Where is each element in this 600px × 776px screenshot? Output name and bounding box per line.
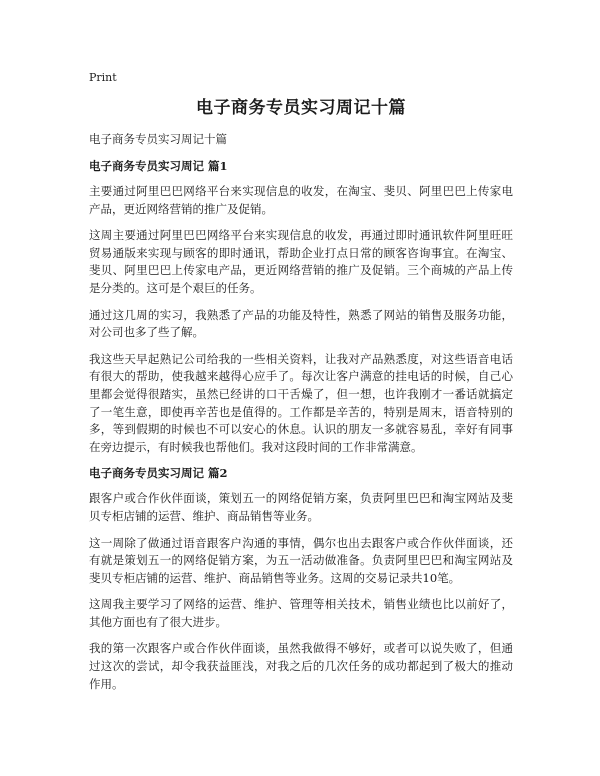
paragraph: 跟客户或合作伙伴面谈，策划五一的网络促销方案，负责阿里巴巴和淘宝网站及斐贝专柜店铺的运营、维护、商品销售等业务。 (89, 491, 513, 523)
section-2 (89, 465, 513, 693)
paragraph: 这一周除了做通过语音跟客户沟通的事情，偶尔也出去跟客户或合作伙伴面谈，还有就是策划五一的网络促销方案，为五一活动做准备。负责阿里巴巴和淘宝网站及斐贝专柜店铺的运营、维护、商品销售等业务。这周的交易记录共10笔。 (89, 535, 513, 585)
paragraph: 通过这几周的实习，我熟悉了产品的功能及特性，熟悉了网站的销售及服务功能，对公司也多了些了解。 (89, 307, 513, 340)
section-heading: 电子商务专员实习周记 篇1 (89, 159, 228, 173)
section-heading: 电子商务专员实习周记 篇2 (89, 466, 228, 481)
section-1 (89, 158, 513, 456)
document-subtitle: 电子商务专员实习周记十篇 (89, 132, 227, 146)
paragraph: 这周我主要学习了网络的运营、维护、管理等相关技术，销售业绩也比以前好了，其他方面也有了很大进步。 (89, 597, 513, 629)
document-body (89, 131, 513, 702)
paragraph: 我的第一次跟客户或合作伙伴面谈，虽然我做得不够好，或者可以说失败了，但通过这次的尝试，却令我获益匪浅，对我之后的几次任务的成功都起到了极大的推动作用。 (89, 641, 513, 691)
page-title: 电子商务专员实习周记十篇 (196, 98, 406, 118)
paragraph: 主要通过阿里巴巴网络平台来实现信息的收发，在淘宝、斐贝、阿里巴巴上传家电产品，更近网络营销的推广及促销。 (89, 184, 513, 216)
paragraph: 我这些天早起熟记公司给我的一些相关资料，让我对产品熟悉度，对这些语音电话有很大的帮助，使我越来越得心应手了。每次让客户满意的挂电话的时候，自己心里都会觉得很踏实，虽然已经讲的口干舌燥了，但一想，也许我刚才一番话就搞定了一笔生意，即使再辛苦也是值得的。工作都是辛苦的，特别是周末，语音特别的多，等到假期的时候也不可以安心的休息。认识的朋友一多就容易乱，幸好有同事在旁边提示，有时候我也帮他们。我对这段时间的工作非常满意。 (89, 351, 513, 454)
print-label: Print (89, 71, 117, 84)
paragraph: 这周主要通过阿里巴巴网络平台来实现信息的收发，再通过即时通讯软件阿里旺旺贸易通版来实现与顾客的即时通讯，帮助企业打点日常的顾客咨询事宜。在淘宝、斐贝、阿里巴巴上传家电产品，更近网络营销的推广及促销。三个商城的产品上传是分类的。这可是个艰巨的任务。 (89, 228, 513, 295)
